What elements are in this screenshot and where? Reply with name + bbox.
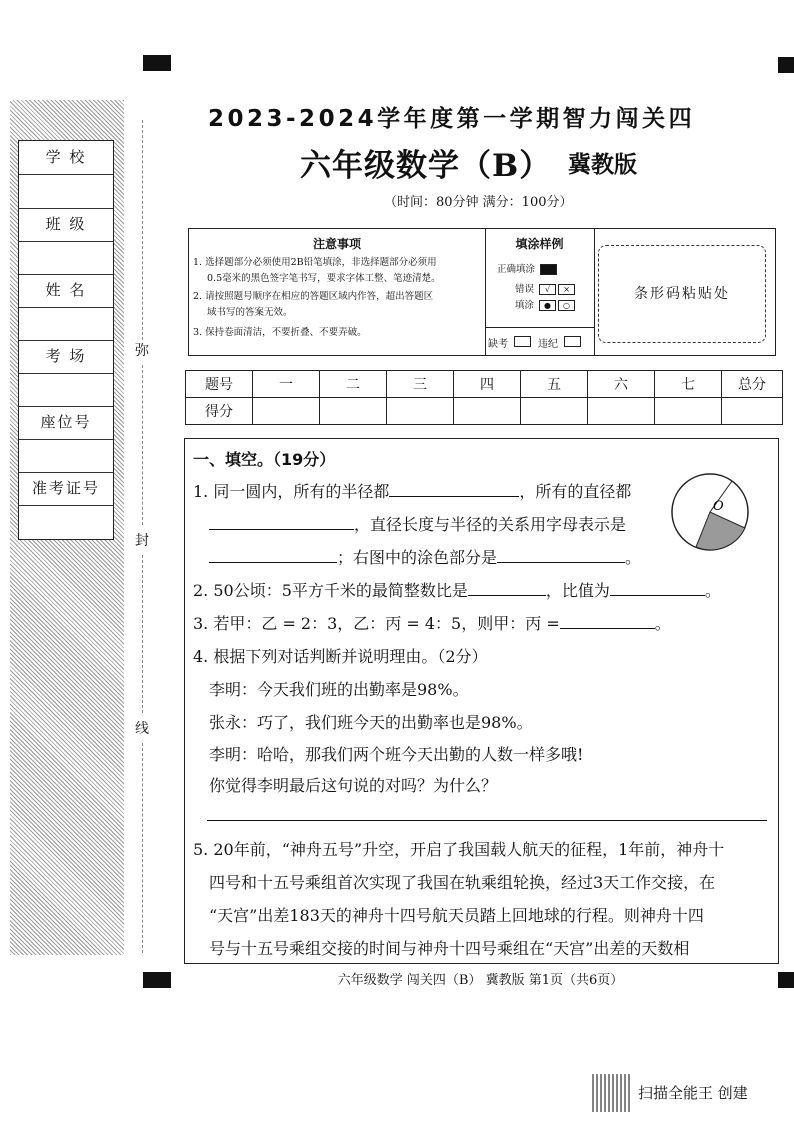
info-label-exam-room: 考 场 <box>19 340 113 374</box>
check-mark-icon: √ <box>539 284 556 295</box>
info-label-exam-id: 准考证号 <box>19 472 113 506</box>
score-cell[interactable] <box>387 398 454 425</box>
question-area <box>184 438 779 964</box>
answer-blank[interactable] <box>610 581 705 596</box>
score-header: 二 <box>320 371 387 398</box>
score-header: 三 <box>387 371 454 398</box>
question-text: ，直径长度与半径的关系用字母表示是 <box>354 515 627 534</box>
absent-checkbox[interactable] <box>514 336 531 347</box>
question-5-line-2: 四号和十五号乘组首次实现了我国在轨乘组轮换，经过3天工作交接，在 <box>209 873 716 892</box>
score-cell[interactable] <box>320 398 387 425</box>
score-header: 五 <box>521 371 588 398</box>
info-label-class: 班 级 <box>19 208 113 242</box>
notice-box <box>188 228 776 356</box>
answer-blank[interactable] <box>497 548 625 563</box>
notice-line: 0.5毫米的黑色签字笔书写，要求字体工整、笔迹清楚。 <box>207 273 441 284</box>
scanner-watermark <box>592 1072 768 1114</box>
cross-mark-icon: × <box>558 284 575 295</box>
class-field[interactable] <box>19 241 113 275</box>
question-1-line-2 <box>209 512 626 535</box>
question-text: 1. 同一圆内，所有的半径都 <box>193 482 390 501</box>
question-5-line-1: 5. 20年前，“神舟五号”升空，开启了我国载人航天的征程，1年前，神舟十 <box>193 840 725 859</box>
exam-id-field[interactable] <box>19 505 113 538</box>
section-title: 一、填空。（19分） <box>193 450 336 469</box>
question-text: 。 <box>704 581 721 600</box>
wrong-fill-label: 错误 <box>515 284 535 295</box>
name-field[interactable] <box>19 307 113 341</box>
dialogue-line: 李明：今天我们班的出勤率是98%。 <box>209 680 469 699</box>
seal-line <box>142 743 143 953</box>
notice-section <box>189 229 486 355</box>
info-label-seat: 座位号 <box>19 406 113 440</box>
registration-mark-top-right <box>778 57 794 73</box>
seal-mark-1: 弥 <box>135 343 149 359</box>
score-header: 一 <box>253 371 320 398</box>
registration-mark-bottom-left <box>143 972 171 988</box>
seal-line <box>142 120 143 340</box>
notice-title: 注意事项 <box>312 237 361 251</box>
score-cell[interactable] <box>655 398 722 425</box>
question-text: 。 <box>625 548 642 567</box>
score-header: 题号 <box>186 371 253 398</box>
answer-blank[interactable] <box>389 482 519 497</box>
school-field[interactable] <box>19 175 113 209</box>
subject-title: 六年级数学（B） <box>300 148 552 184</box>
score-table <box>185 370 783 425</box>
circle-mark-icon: ○ <box>558 300 575 311</box>
violation-checkbox[interactable] <box>564 336 581 347</box>
student-info-box <box>18 140 114 540</box>
question-1-line-3 <box>209 545 641 568</box>
score-row <box>186 398 783 425</box>
time-info: （时间：80分钟 满分：100分） <box>384 195 573 210</box>
info-label-name: 姓 名 <box>19 274 113 308</box>
dot-mark-icon: ● <box>539 300 556 311</box>
question-5-line-4: 号与十五号乘组交接的时间与神舟十四号乘组在“天宫”出差的天数相 <box>209 939 690 958</box>
score-header: 总分 <box>722 371 783 398</box>
circle-diagram <box>665 471 755 553</box>
score-cell[interactable] <box>521 398 588 425</box>
score-header: 六 <box>588 371 655 398</box>
dialogue-line: 李明：哈哈，那我们两个班今天出勤的人数一样多哦! <box>209 745 584 764</box>
answer-blank[interactable] <box>468 581 546 596</box>
notice-line: 2. 请按照题号顺序在相应的答题区域内作答，超出答题区 <box>193 291 434 302</box>
question-text: 3. 若甲：乙 = 2：3，乙：丙 = 4：5，则甲：丙 = <box>193 614 560 633</box>
edition-label: 冀教版 <box>568 151 637 178</box>
exam-room-field[interactable] <box>19 373 113 407</box>
score-cell[interactable] <box>253 398 320 425</box>
score-header: 四 <box>454 371 521 398</box>
absent-label: 缺考 <box>488 339 508 350</box>
question-5-line-3: “天宫”出差183天的神舟十四号航天员踏上回地球的行程。则神舟十四 <box>209 906 704 925</box>
notice-line: 1. 选择题部分必须使用2B铅笔填涂，非选择题部分必须用 <box>193 257 437 268</box>
fill-label: 填涂 <box>515 300 535 311</box>
score-row-label: 得分 <box>186 398 253 425</box>
question-text: 2. 50公顷：5平方千米的最简整数比是 <box>193 581 468 600</box>
dialogue-line: 张永：巧了，我们班今天的出勤率也是98%。 <box>209 713 533 732</box>
notice-line: 域书写的答案无效。 <box>207 307 293 318</box>
question-3 <box>193 611 671 634</box>
scanner-label: 扫描全能王 创建 <box>638 1084 748 1102</box>
correct-fill-icon <box>540 264 557 275</box>
page-footer: 六年级数学 闯关四（B） 冀教版 第1页（共6页） <box>337 973 624 988</box>
barcode-area: 条形码粘贴处 <box>598 245 766 343</box>
correct-fill-label: 正确填涂 <box>497 264 536 275</box>
answer-blank[interactable] <box>209 548 337 563</box>
notice-line: 3. 保持卷面清洁，不要折叠、不要弄破。 <box>193 327 367 338</box>
seal-line <box>142 365 143 525</box>
question-1-line-1 <box>193 479 631 502</box>
exam-title: 2023-2024学年度第一学期智力闯关四 <box>208 106 696 132</box>
question-4-title: 4. 根据下列对话判断并说明理由。（2分） <box>193 647 488 666</box>
center-label: O <box>713 499 724 514</box>
info-label-school: 学 校 <box>19 141 113 175</box>
qr-code-icon <box>592 1074 632 1112</box>
seal-line <box>142 555 143 713</box>
question-text: ，比值为 <box>545 581 610 600</box>
score-header-row <box>186 371 783 398</box>
seal-mark-3: 线 <box>135 721 149 737</box>
registration-mark-bottom-right <box>778 972 794 988</box>
dialogue-question: 你觉得李明最后这句说的对吗？为什么？ <box>209 776 498 795</box>
question-text: ，所有的直径都 <box>519 482 632 501</box>
score-header: 七 <box>655 371 722 398</box>
answer-blank[interactable] <box>560 614 655 629</box>
score-cell[interactable] <box>722 398 783 425</box>
registration-mark-top-left <box>143 55 171 71</box>
question-2 <box>193 578 721 601</box>
score-cell[interactable] <box>454 398 521 425</box>
fill-sample-title: 填涂样例 <box>515 237 564 251</box>
answer-blank[interactable] <box>209 515 354 530</box>
score-cell[interactable] <box>588 398 655 425</box>
seal-mark-2: 封 <box>135 533 149 549</box>
answer-line[interactable] <box>207 820 767 821</box>
question-text: 。 <box>654 614 671 633</box>
seat-field[interactable] <box>19 439 113 473</box>
absent-row <box>485 327 594 356</box>
question-text: ；右图中的涂色部分是 <box>337 548 498 567</box>
violation-label: 违纪 <box>538 339 558 350</box>
